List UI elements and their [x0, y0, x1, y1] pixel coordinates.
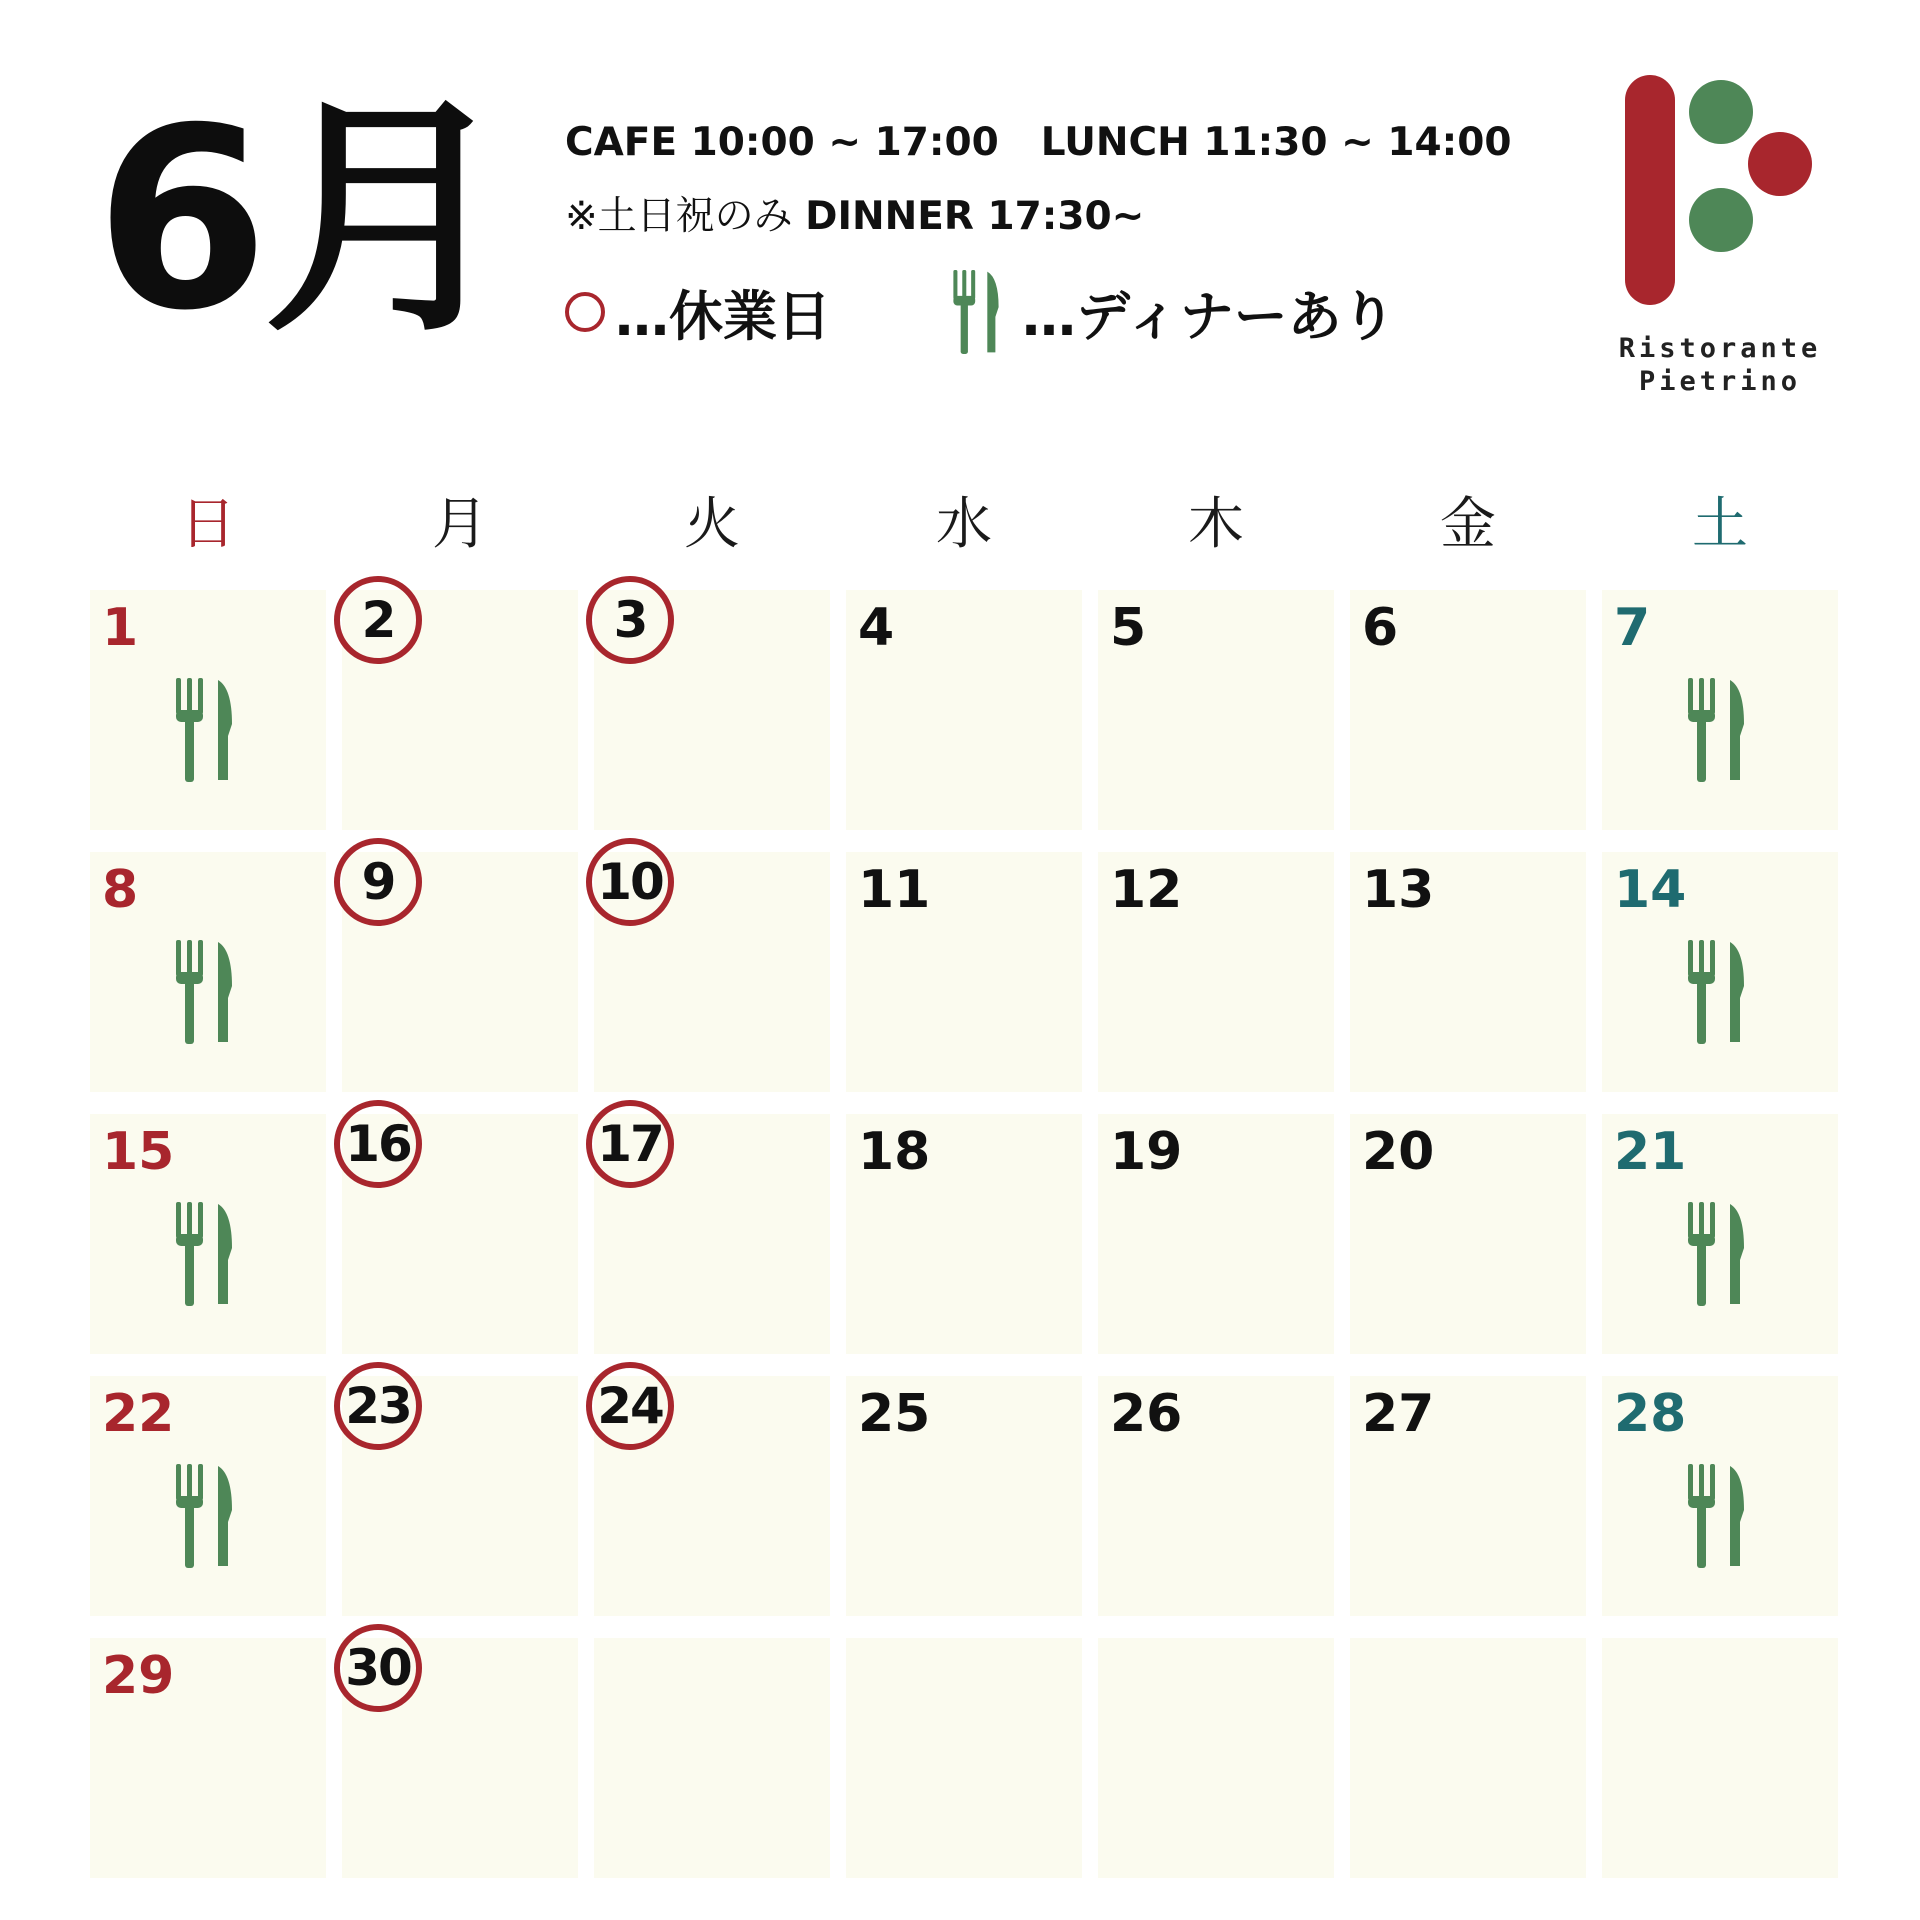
calendar-cell [1350, 852, 1586, 1092]
calendar-cell [342, 590, 578, 830]
business-hours [565, 120, 1512, 165]
closed-day-number: 2 [334, 576, 422, 664]
calendar-cell [1098, 590, 1334, 830]
day-number: 7 [1614, 598, 1651, 658]
logo-bar-shape [1625, 75, 1675, 305]
logo-dot-green-bottom [1689, 188, 1753, 252]
closed-day-number: 24 [586, 1362, 674, 1450]
logo-wordmark-line2: Pietrino [1638, 366, 1802, 397]
calendar-cell [1602, 1114, 1838, 1354]
calendar-cell [846, 852, 1082, 1092]
weekday-header-row [90, 485, 1830, 565]
day-number: 15 [102, 1122, 175, 1182]
logo-dot-red [1748, 132, 1812, 196]
day-number: 26 [1110, 1384, 1183, 1444]
calendar-cell [846, 1638, 1082, 1878]
calendar-cell [1350, 1376, 1586, 1616]
weekday-label: 月 [432, 492, 488, 557]
day-number: 25 [858, 1384, 931, 1444]
calendar-cell [90, 590, 326, 830]
fork-knife-icon [166, 940, 242, 1044]
calendar-cell [1350, 590, 1586, 830]
calendar-cell [846, 1114, 1082, 1354]
calendar-cell [594, 1114, 830, 1354]
day-number: 28 [1614, 1384, 1687, 1444]
day-number: 18 [858, 1122, 931, 1182]
weekday-label: 金 [1440, 492, 1496, 557]
closed-circle-icon [565, 292, 605, 332]
closed-day-number: 30 [334, 1624, 422, 1712]
fork-knife-icon [1678, 940, 1754, 1044]
calendar-cell [90, 1638, 326, 1878]
weekday-label: 土 [1692, 492, 1748, 557]
calendar-cell [1098, 1638, 1334, 1878]
calendar-cell [1098, 1376, 1334, 1616]
calendar-cell [1602, 1376, 1838, 1616]
day-number: 14 [1614, 860, 1687, 920]
calendar-cell [1098, 1114, 1334, 1354]
calendar-cell [90, 1376, 326, 1616]
calendar-cell [90, 852, 326, 1092]
calendar-cell [342, 852, 578, 1092]
calendar-cell [1350, 1114, 1586, 1354]
day-number: 27 [1362, 1384, 1435, 1444]
day-number: 20 [1362, 1122, 1435, 1182]
fork-knife-icon [1678, 678, 1754, 782]
day-number: 13 [1362, 860, 1435, 920]
dinner-note [565, 185, 1144, 241]
day-number: 29 [102, 1646, 175, 1706]
fork-knife-icon [166, 1202, 242, 1306]
closed-day-number: 17 [586, 1100, 674, 1188]
lunch-hours: LUNCH 11:30 ~ 14:00 [1040, 120, 1512, 165]
day-number: 19 [1110, 1122, 1183, 1182]
calendar-cell [846, 590, 1082, 830]
day-number: 6 [1362, 598, 1399, 658]
fork-knife-icon [166, 1464, 242, 1568]
legend-dinner-label: …ディナーあり [1022, 284, 1396, 348]
calendar-cell [1350, 1638, 1586, 1878]
logo-wordmark-line1: Ristorante [1618, 333, 1822, 364]
calendar-cell [594, 1376, 830, 1616]
calendar-cell [342, 1376, 578, 1616]
closed-day-number: 3 [586, 576, 674, 664]
fork-knife-icon [946, 270, 1006, 354]
legend [565, 270, 1396, 354]
weekday-label: 日 [180, 492, 236, 557]
fork-knife-icon [166, 678, 242, 782]
day-number: 21 [1614, 1122, 1687, 1182]
weekday-label: 水 [936, 492, 992, 557]
calendar-cell [594, 590, 830, 830]
fork-knife-icon [1678, 1202, 1754, 1306]
calendar-cell [342, 1114, 578, 1354]
dinner-note-prefix: ※土日祝のみ [565, 194, 793, 239]
dinner-hours: DINNER 17:30~ [805, 194, 1145, 239]
calendar-cell [1602, 852, 1838, 1092]
cafe-hours: CAFE 10:00 ~ 17:00 [565, 120, 999, 165]
day-number: 22 [102, 1384, 175, 1444]
day-number: 11 [858, 860, 931, 920]
day-number: 5 [1110, 598, 1147, 658]
calendar-cell [594, 852, 830, 1092]
closed-day-number: 9 [334, 838, 422, 926]
day-number: 8 [102, 860, 139, 920]
fork-knife-icon [1678, 1464, 1754, 1568]
calendar-cell [594, 1638, 830, 1878]
legend-closed-label: …休業日 [615, 284, 831, 348]
calendar-cell [342, 1638, 578, 1878]
day-number: 12 [1110, 860, 1183, 920]
closed-day-number: 23 [334, 1362, 422, 1450]
calendar-cell [90, 1114, 326, 1354]
day-number: 4 [858, 598, 895, 658]
calendar-cell [1602, 1638, 1838, 1878]
closed-day-number: 16 [334, 1100, 422, 1188]
calendar-cell [1602, 590, 1838, 830]
weekday-label: 木 [1188, 492, 1244, 557]
logo-dot-green-top [1689, 80, 1753, 144]
calendar-cell [846, 1376, 1082, 1616]
calendar-cell [1098, 852, 1334, 1092]
month-title: 6月 [95, 74, 507, 365]
closed-day-number: 10 [586, 838, 674, 926]
weekday-label: 火 [684, 492, 740, 557]
day-number: 1 [102, 598, 139, 658]
logo-wordmark [1600, 332, 1840, 398]
